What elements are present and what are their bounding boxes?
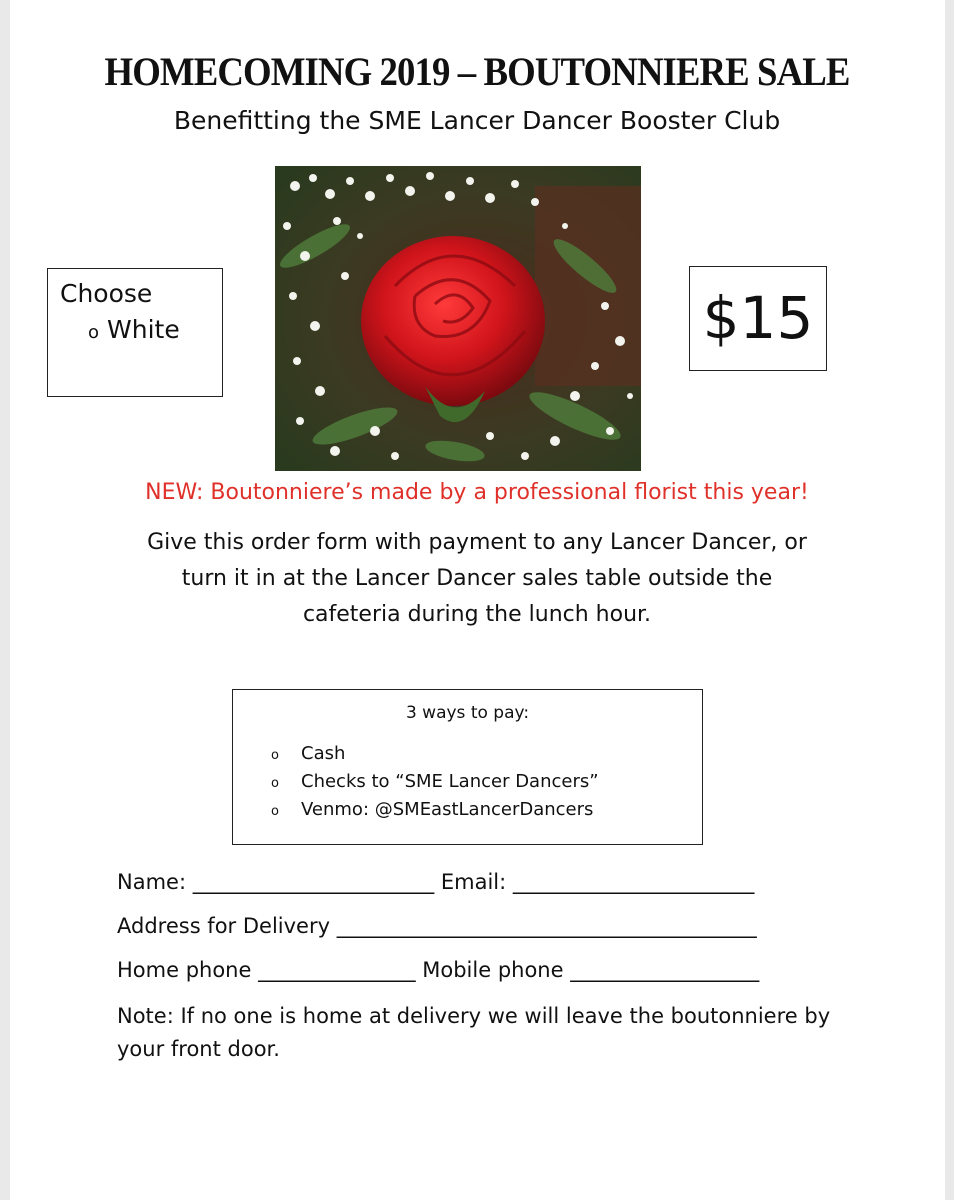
payment-option-check[interactable]: o Checks to “SME Lancer Dancers” xyxy=(271,768,599,796)
radio-bullet-icon: o xyxy=(271,804,279,819)
price-box: $15 xyxy=(689,266,827,371)
choose-option-label: White xyxy=(107,315,180,344)
radio-bullet-icon: o xyxy=(271,776,279,791)
rose-photo xyxy=(275,166,641,471)
instructions-line-2: turn it in at the Lancer Dancer sales table outside the xyxy=(181,566,773,591)
payment-option-venmo[interactable]: o Venmo: @SMEastLancerDancers xyxy=(271,796,599,824)
rose-icon xyxy=(275,166,641,471)
radio-bullet-icon: o xyxy=(271,748,279,763)
radio-bullet-icon: o xyxy=(88,322,100,343)
payment-options xyxy=(271,740,599,824)
instructions-line-1: Give this order form with payment to any Lancer Dancer, or xyxy=(147,530,807,555)
choose-label: Choose xyxy=(60,279,153,308)
delivery-address-field[interactable]: Address for Delivery ________________________________________ xyxy=(117,914,757,938)
choose-box xyxy=(47,268,223,397)
new-florist-note: NEW: Boutonniere’s made by a professional florist this year! xyxy=(145,480,809,505)
order-instructions xyxy=(110,525,844,633)
name-email-field[interactable]: Name: _______________________ Email: _______________________ xyxy=(117,870,755,894)
flyer-subtitle: Benefitting the SME Lancer Dancer Booster Club xyxy=(173,106,781,135)
payment-box xyxy=(232,689,703,845)
phone-fields[interactable]: Home phone _______________ Mobile phone __________________ xyxy=(117,958,760,982)
choose-option-white[interactable] xyxy=(88,315,180,344)
payment-title: 3 ways to pay: xyxy=(405,703,530,723)
delivery-note: Note: If no one is home at delivery we will leave the boutonniere by your front door. xyxy=(117,1004,831,1061)
flyer-title: HOMECOMING 2019 – BOUTONNIERE SALE xyxy=(104,49,850,94)
payment-option-cash[interactable]: o Cash xyxy=(271,740,599,768)
instructions-line-3: cafeteria during the lunch hour. xyxy=(302,602,652,627)
